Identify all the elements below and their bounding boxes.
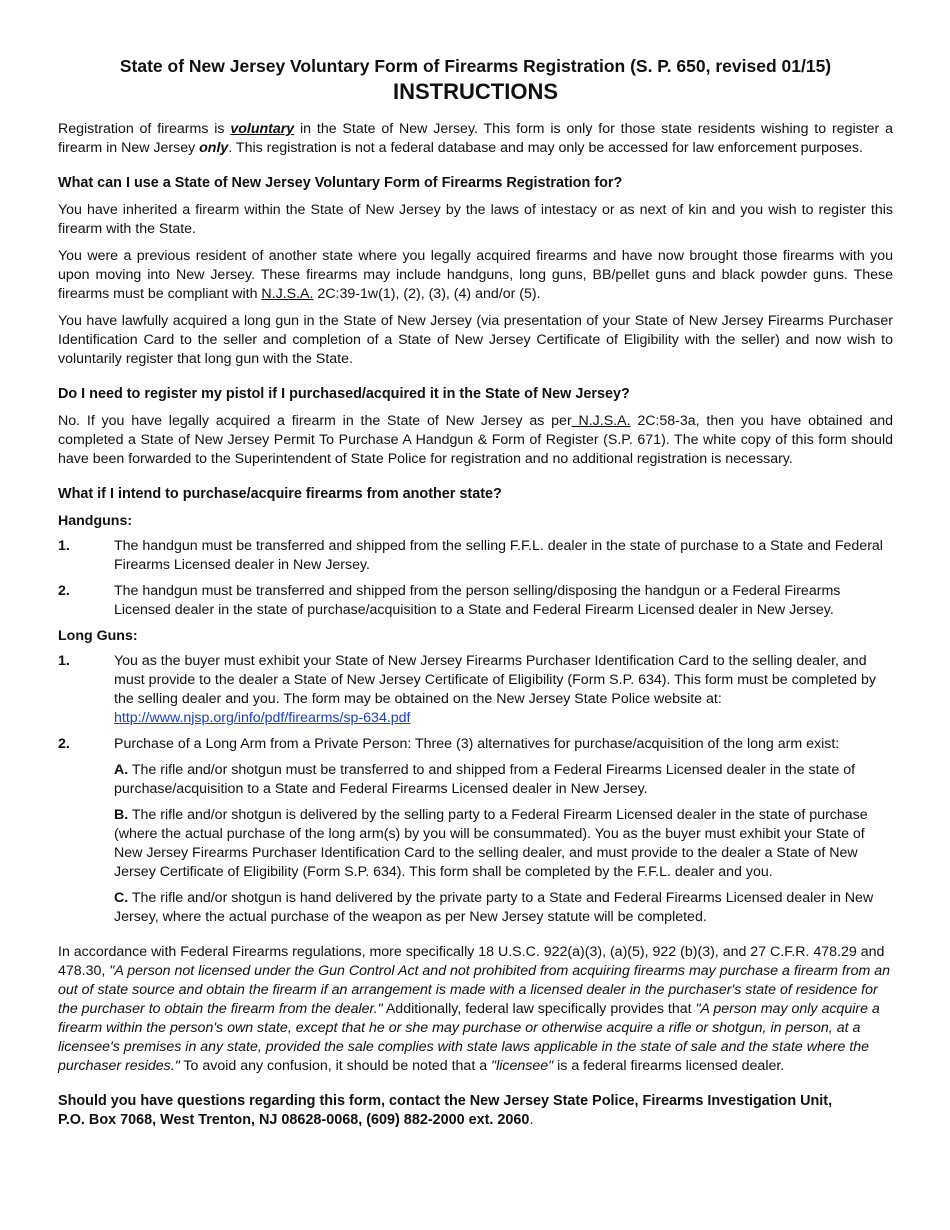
quote: "A person may only acquire a firearm within the person's own state, except that he or she may purchase or otherwise acquire a rifle or shotgun, in person, at a licensee's premises in any state, provided the sale complies with state laws applicable in the state of sale and the state where the purchaser resides." xyxy=(58,1001,880,1074)
form-title: State of New Jersey Voluntary Form of Firearms Registration (S. P. 650, revised 01/15) xyxy=(119,56,832,76)
long-gun-paragraph: You have lawfully acquired a long gun in the State of New Jersey (via presentation of your State of New Jersey Firearms Purchaser Identification Card to the seller and completion of a State of New Jersey Certificate of Eligibility with the seller) and now wish to voluntarily register that long gun with the State. xyxy=(58,313,893,367)
text: You as the buyer must exhibit your State of New Jersey Firearms Purchaser Identification Card to the selling dealer, and must provide to the dealer a State of New Jersey Certificate of Eligibility (Form S.P. 634). This form must be completed by the selling dealer and you. The form may be obtained on the New Jersey State Police website at: xyxy=(114,653,876,707)
intro-paragraph xyxy=(58,120,893,158)
intro-text-3: . This registration is not a federal database and may only be accessed for law enforcement purposes. xyxy=(228,140,863,156)
list-text: The handgun must be transferred and shipped from the person selling/disposing the handgun or a Federal Firearms Licensed dealer in the state of purchase/acquisition to a State and Federal Firearm Licensed dealer in New Jersey. xyxy=(114,583,841,618)
statute-reference: N.J.S.A. xyxy=(571,413,631,429)
list-number: 1. xyxy=(58,538,70,554)
instructions-page xyxy=(58,54,893,1130)
text: 2C:39-1w(1), (2), (3), (4) and/or (5). xyxy=(313,286,541,302)
text: Additionally, federal law specifically provides that xyxy=(382,1001,696,1017)
section-heading: What can I use a State of New Jersey Voluntary Form of Firearms Registration for? xyxy=(58,175,623,191)
list-text xyxy=(114,652,893,728)
text: You were a previous resident of another state where you legally acquired firearms and have now brought those firearms with you upon moving into New Jersey. These firearms may include handguns, long guns, BB/pellet guns and black powder guns. These firearms must be compliant with xyxy=(58,248,893,302)
list-number: 2. xyxy=(58,583,70,599)
alternative-b xyxy=(114,806,893,882)
list-item xyxy=(58,582,893,620)
handguns-label: Handguns: xyxy=(58,513,133,529)
text: In accordance with Federal Firearms regulations, more specifically 18 U.S.C. 922(a)(3), (a)(5), 922 (b)(3), and 27 C.F.R. 478.29 and 478.30, xyxy=(58,944,885,979)
quote: "licensee" xyxy=(491,1058,554,1074)
instructions-heading: INSTRUCTIONS xyxy=(393,79,558,104)
section-heading: What if I intend to purchase/acquire firearms from another state? xyxy=(58,486,502,502)
alternative-letter: B. xyxy=(114,807,129,823)
list-number: 2. xyxy=(58,736,70,752)
text: To avoid any confusion, it should be noted that a xyxy=(179,1058,492,1074)
pistol-paragraph xyxy=(58,412,893,469)
federal-regulations-paragraph xyxy=(58,943,893,1076)
list-text: Purchase of a Long Arm from a Private Person: Three (3) alternatives for purchase/acquisition of the long arm exist: xyxy=(114,736,840,752)
list-item xyxy=(58,735,893,754)
text: 2C:58-3a, then you have obtained and completed a State of New Jersey Permit To Purchase A Handgun & Form of Register (S.P. 671). The white copy of this form should have been forwarded to the Superintendent of State Police for registration and no additional registration is necessary. xyxy=(58,413,893,467)
contact-line-1: Should you have questions regarding this form, contact the New Jersey State Police, Firearms Investigation Unit, xyxy=(58,1093,833,1109)
list-text: The handgun must be transferred and shipped from the selling F.F.L. dealer in the state of purchase to a State and Federal Firearms Licensed dealer in New Jersey. xyxy=(114,538,883,573)
alternative-a xyxy=(114,761,893,799)
previous-resident-paragraph xyxy=(58,247,893,304)
voluntary-emphasis: voluntary xyxy=(230,121,295,137)
text: No. If you have legally acquired a firearm in the State of New Jersey as per xyxy=(58,413,572,429)
intro-text-2: in the State of New Jersey. This form is only for those state residents wishing to register a firearm in New Jersey xyxy=(58,121,893,156)
contact-period: . xyxy=(529,1112,534,1128)
alternative-text: The rifle and/or shotgun is delivered by the selling party to a Federal Firearm Licensed dealer in the state of purchase (where the actual purchase of the long arm(s) by you will be consummated). You as the buyer must exhibit your State of New Jersey Firearms Purchaser Identification Card to the selling dealer, and must provide to the dealer a State of New Jersey Certificate of Eligibility (Form S.P. 634). This form shall be completed by the F.F.L. dealer and you. xyxy=(114,807,868,880)
alternative-text: The rifle and/or shotgun is hand delivered by the private party to a State and Federal Firearms Licensed dealer in New Jersey, where the actual purchase of the weapon as per New Jersey statute will be completed. xyxy=(114,890,874,925)
section-another-state xyxy=(58,485,893,927)
intro-text-1: Registration of firearms is xyxy=(58,121,231,137)
contact-info xyxy=(58,1092,893,1130)
list-item xyxy=(58,537,893,575)
inherited-paragraph: You have inherited a firearm within the State of New Jersey by the laws of intestacy or as next of kin and you wish to register this firearm with the State. xyxy=(58,202,893,237)
section-pistol xyxy=(58,385,893,469)
alternative-text: The rifle and/or shotgun must be transferred to and shipped from a Federal Firearms Licensed dealer in the state of purchase/acquisition to a State and Federal Firearms Licensed dealer in New Jersey. xyxy=(114,762,856,797)
alternative-letter: A. xyxy=(114,762,129,778)
quote: "A person not licensed under the Gun Control Act and not prohibited from acquiring firearms may purchase a firearm from an out of state source and obtain the firearm if an arrangement is made with a licensed dealer in the purchaser's state of residence for the purchaser to obtain the firearm from the dealer." xyxy=(58,963,891,1017)
contact-line-2: P.O. Box 7068, West Trenton, NJ 08628-0068, (609) 882-2000 ext. 2060 xyxy=(58,1112,530,1128)
text: is a federal firearms licensed dealer. xyxy=(553,1058,785,1074)
section-heading: Do I need to register my pistol if I purchased/acquired it in the State of New Jersey? xyxy=(58,386,630,402)
sp-634-link[interactable]: http://www.njsp.org/info/pdf/firearms/sp-634.pdf xyxy=(114,710,411,726)
list-item xyxy=(58,652,893,728)
alternative-letter: C. xyxy=(114,890,129,906)
only-emphasis: only xyxy=(199,140,229,156)
list-number: 1. xyxy=(58,653,70,669)
statute-reference: N.J.S.A. xyxy=(261,286,314,302)
long-guns-label: Long Guns: xyxy=(58,628,138,644)
section-what-can-i-use xyxy=(58,174,893,369)
alternative-c xyxy=(114,889,893,927)
